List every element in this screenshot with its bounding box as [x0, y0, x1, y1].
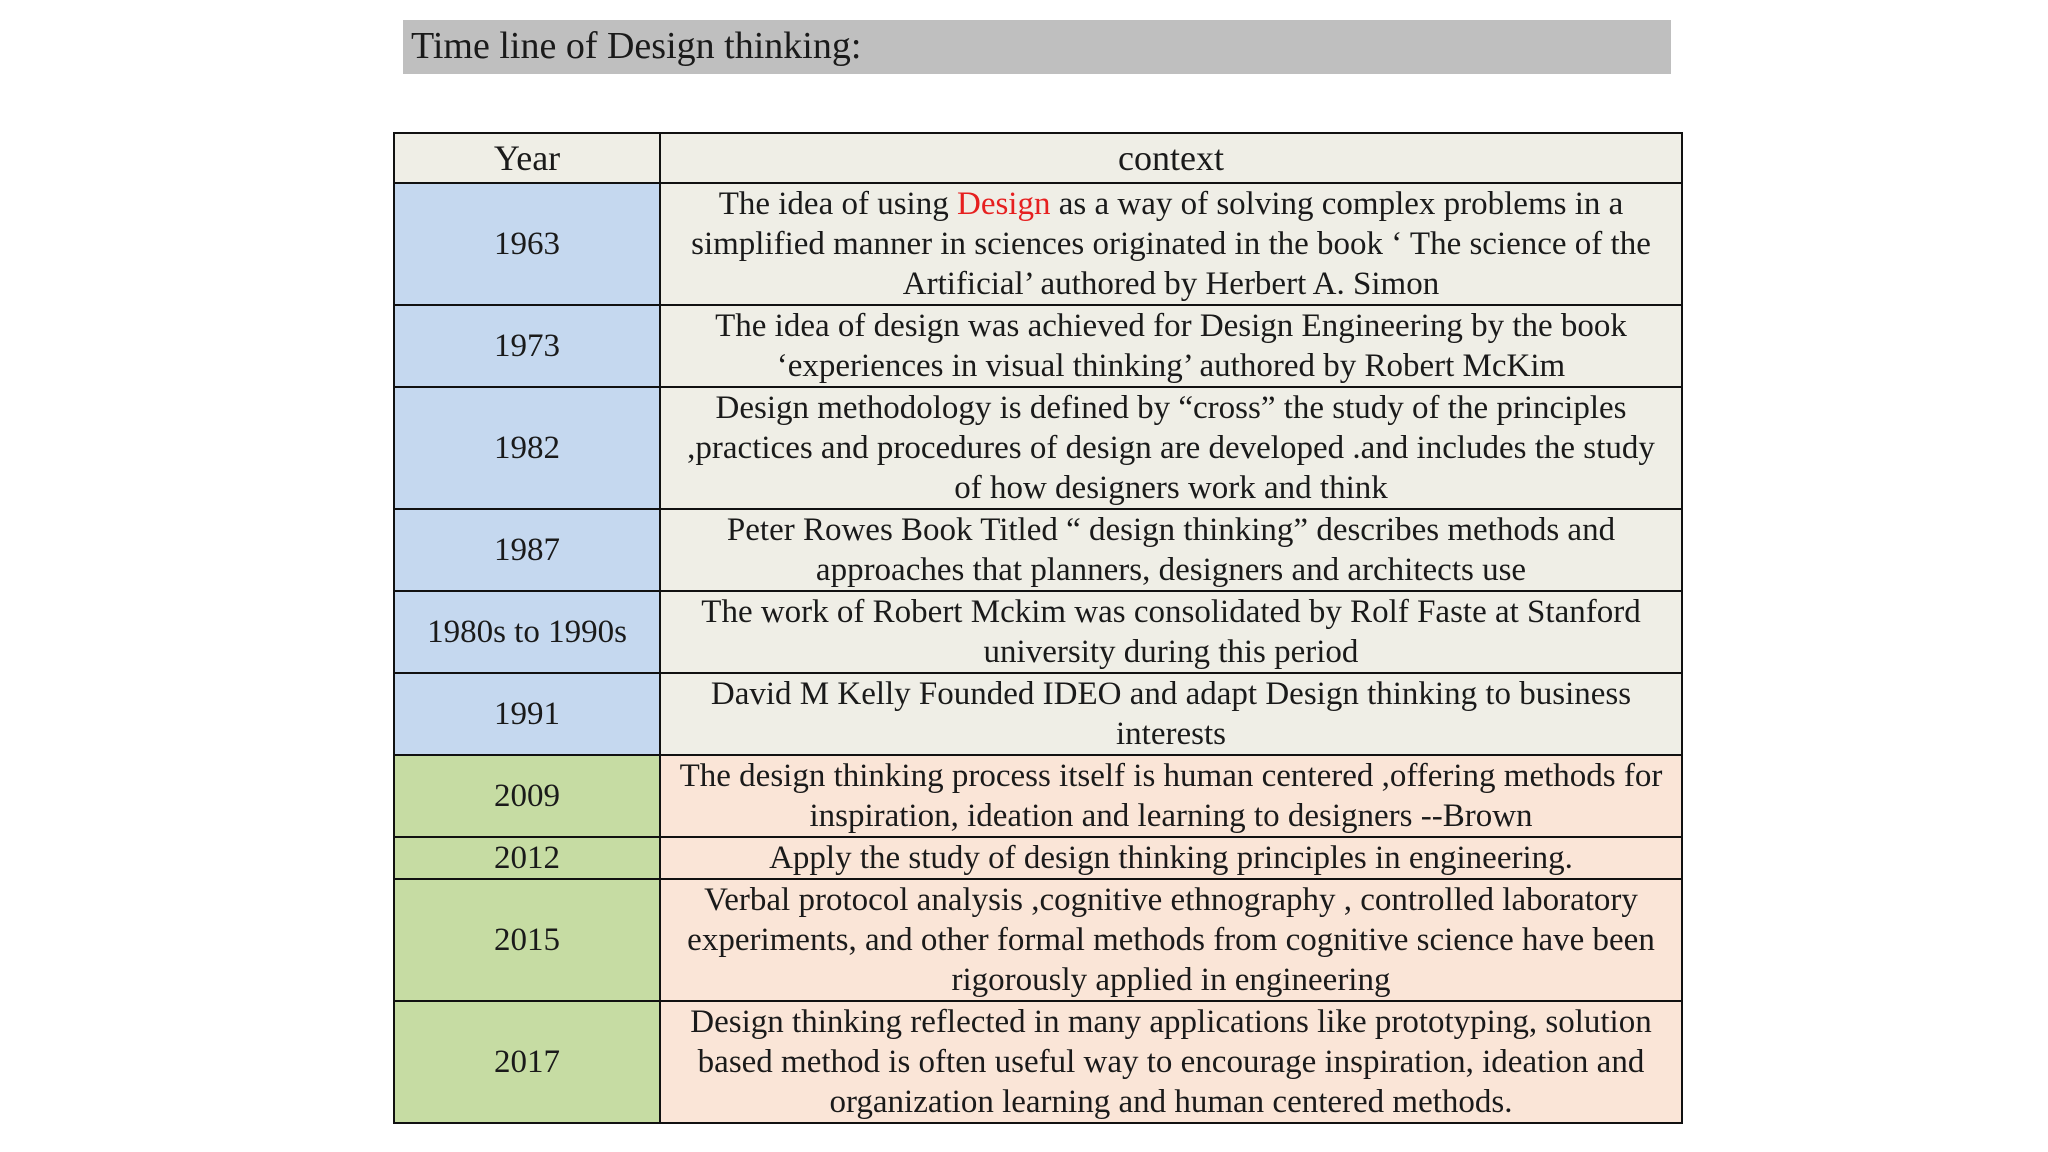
year-cell: 2009: [394, 755, 660, 837]
context-cell: The design thinking process itself is human centered ,offering methods for inspiration, ideation and learning to designers --Brown: [660, 755, 1682, 837]
table-row: [394, 673, 1682, 755]
table-header-row: [394, 133, 1682, 183]
year-cell: 1987: [394, 509, 660, 591]
table-row: [394, 591, 1682, 673]
context-cell: Design methodology is defined by “cross” the study of the principles ,practices and procedures of design are developed .and includes the study of how designers work and think: [660, 387, 1682, 509]
context-cell: The idea of design was achieved for Design Engineering by the book ‘experiences in visual thinking’ authored by Robert McKim: [660, 305, 1682, 387]
context-cell: The work of Robert Mckim was consolidated by Rolf Faste at Stanford university during this period: [660, 591, 1682, 673]
table-row: [394, 837, 1682, 879]
year-cell: 1991: [394, 673, 660, 755]
table-row: [394, 1001, 1682, 1123]
table-row: [394, 183, 1682, 305]
context-text: The idea of using: [718, 186, 957, 222]
year-cell: 1982: [394, 387, 660, 509]
year-cell: 2012: [394, 837, 660, 879]
context-cell: Apply the study of design thinking principles in engineering.: [660, 837, 1682, 879]
context-cell: Verbal protocol analysis ,cognitive ethnography , controlled laboratory experiments, and other formal methods from cognitive science have been rigorously applied in engineering: [660, 879, 1682, 1001]
year-cell: 1980s to 1990s: [394, 591, 660, 673]
year-cell: 2017: [394, 1001, 660, 1123]
table-row: [394, 755, 1682, 837]
table-row: [394, 879, 1682, 1001]
table-row: [394, 305, 1682, 387]
context-cell: David M Kelly Founded IDEO and adapt Design thinking to business interests: [660, 673, 1682, 755]
timeline-table: [393, 132, 1683, 1124]
context-column-header: context: [660, 133, 1682, 183]
year-cell: 1963: [394, 183, 660, 305]
year-cell: 2015: [394, 879, 660, 1001]
table-row: [394, 387, 1682, 509]
context-cell: Peter Rowes Book Titled “ design thinking” describes methods and approaches that planners, designers and architects use: [660, 509, 1682, 591]
context-text: as a way of solving complex problems in a simplified manner in sciences originated in the book ‘ The science of the Artificial’ authored by Herbert A. Simon: [691, 186, 1651, 302]
year-column-header: Year: [394, 133, 660, 183]
context-cell: Design thinking reflected in many applications like prototyping, solution based method is often useful way to encourage inspiration, ideation and organization learning and human centered methods.: [660, 1001, 1682, 1123]
context-cell: [660, 183, 1682, 305]
page-heading: Time line of Design thinking:: [403, 20, 1671, 74]
year-cell: 1973: [394, 305, 660, 387]
highlighted-word: Design: [956, 186, 1051, 222]
table-row: [394, 509, 1682, 591]
